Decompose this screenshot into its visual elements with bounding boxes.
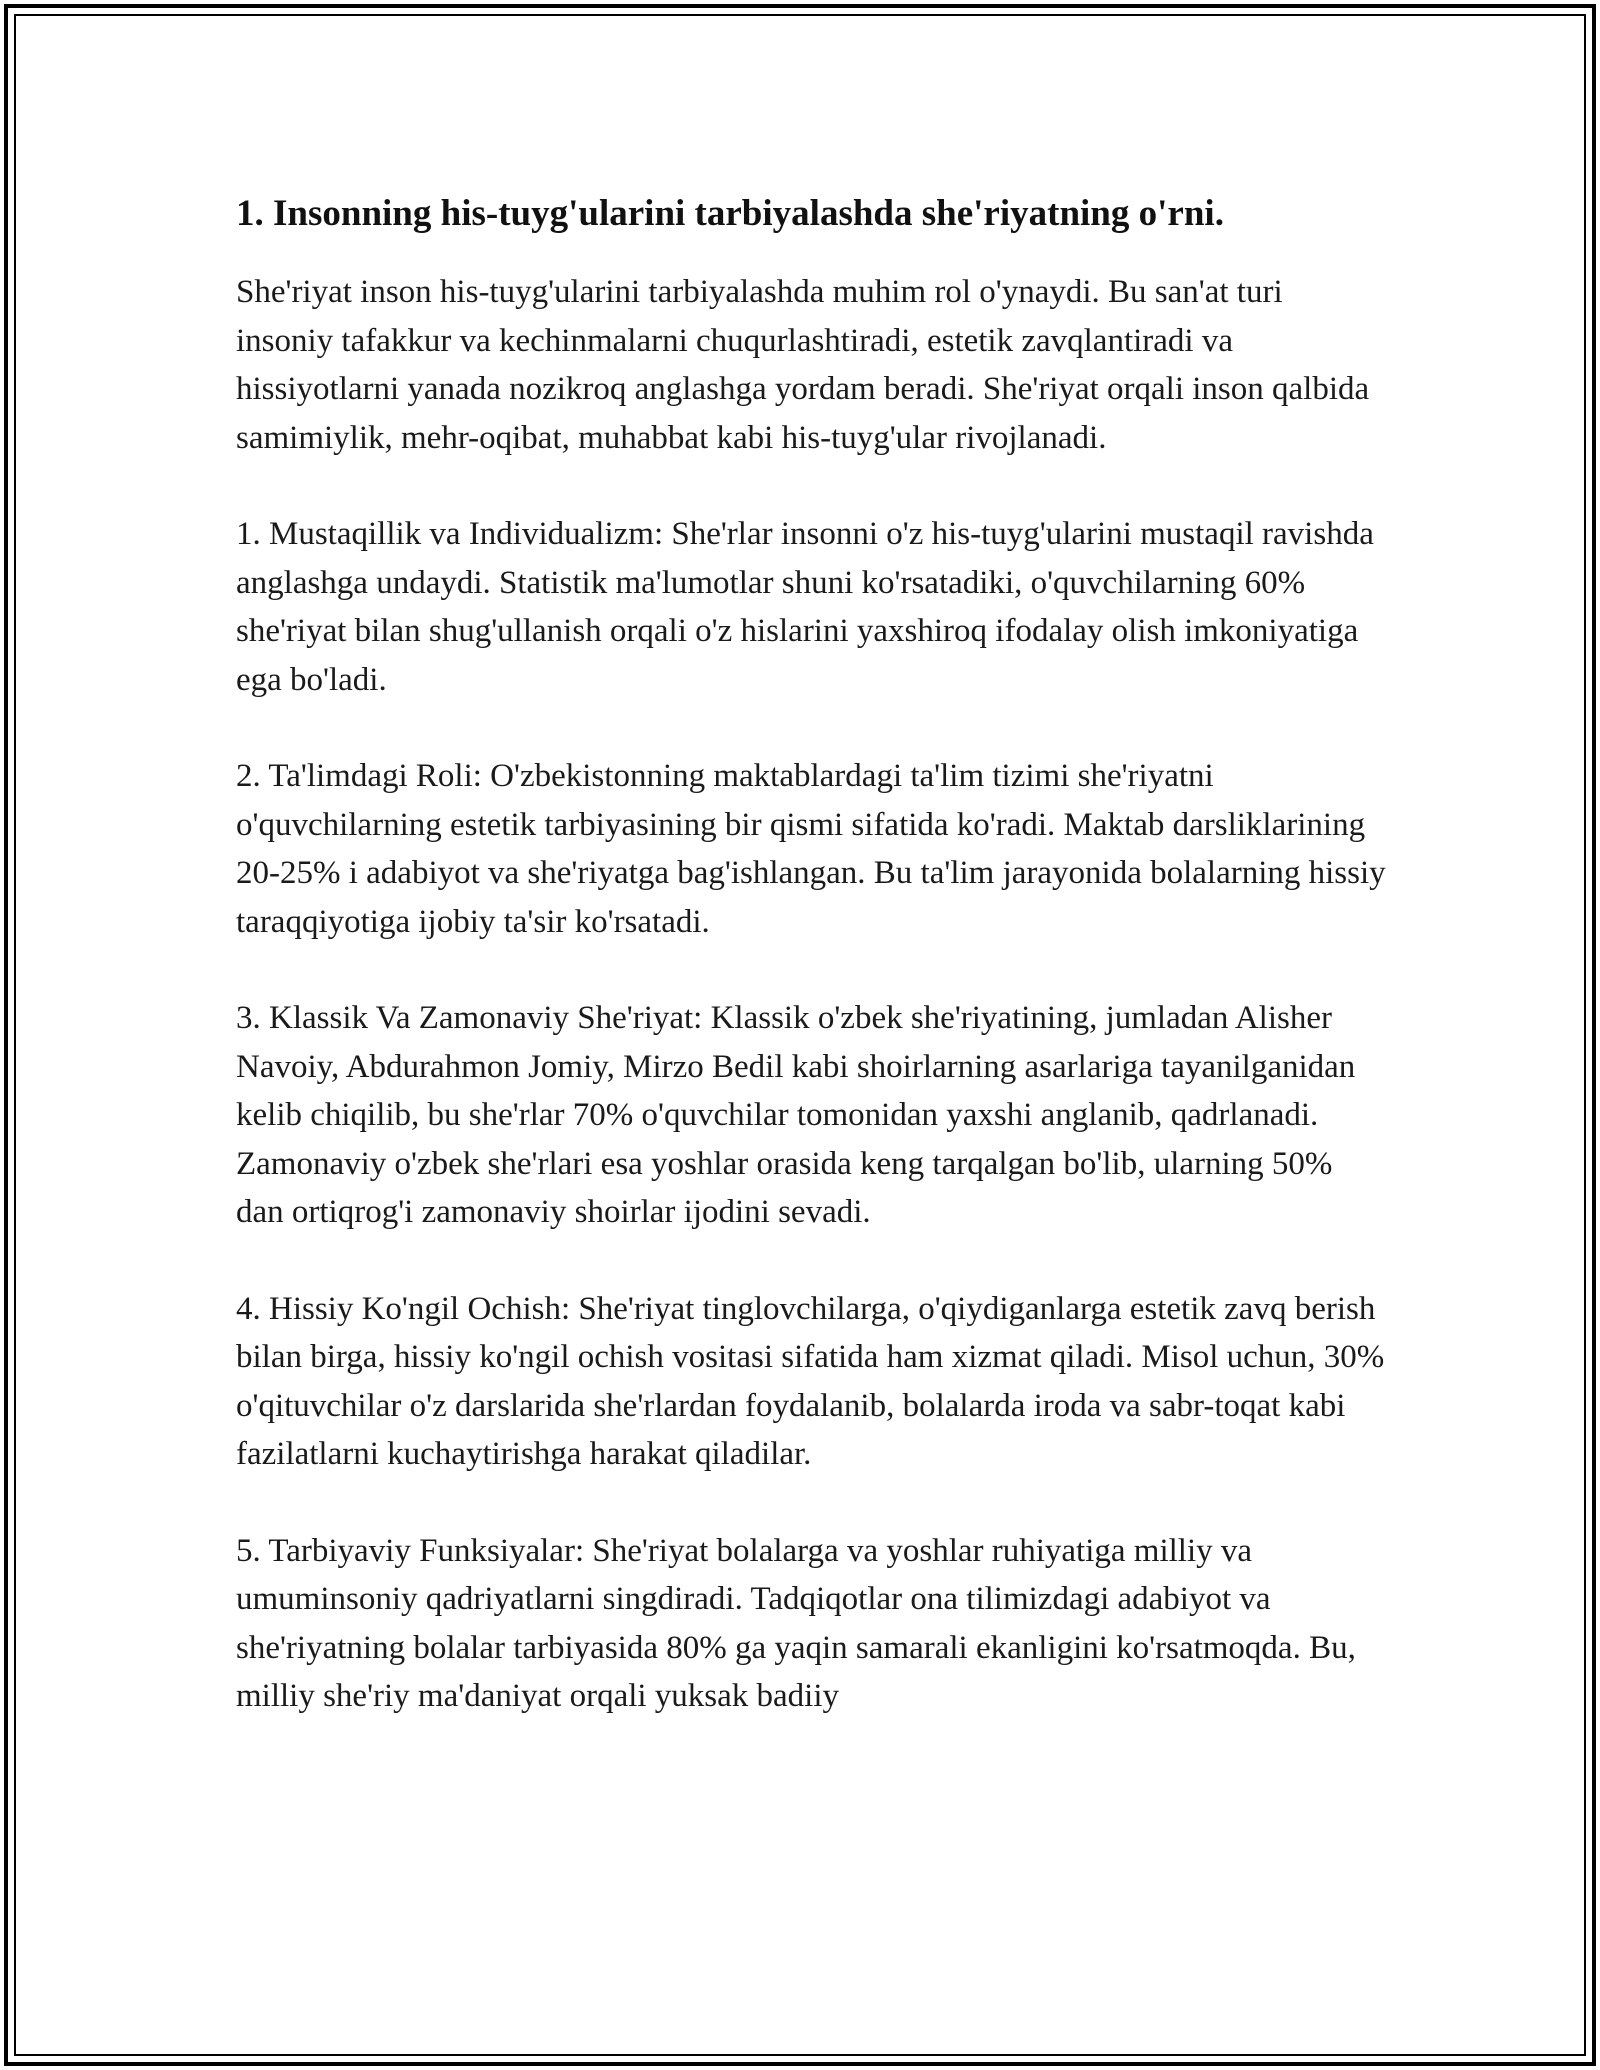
intro-paragraph: She'riyat inson his-tuyg'ularini tarbiyalashda muhim rol o'ynaydi. Bu san'at turi insoniy tafakkur va kechinmalarni chuqurlashtiradi, estetik zavqlantiradi va hissiyotlarni yanada nozikroq anglashga yordam beradi. She'riyat orqali inson qalbida samimiylik, mehr-oqibat, muhabbat kabi his-tuyg'ular rivojlanadi. [236,274,1370,456]
paragraph-talimdagi-roli: 2. Ta'limdagi Roli: O'zbekistonning maktablardagi ta'lim tizimi she'riyatni o'quvchilarning estetik tarbiyasining bir qismi sifatida ko'radi. Maktab darsliklarining 20-25% i adabiyot va she'riyatga bag'ishlangan. Bu ta'lim jarayonida bolalarning hissiy taraqqiyotiga ijobiy ta'sir ko'rsatadi. [236,758,1386,940]
paragraph-klassik-zamonaviy: 3. Klassik Va Zamonaviy She'riyat: Klassik o'zbek she'riyatining, jumladan Alisher Navoiy, Abdurahmon Jomiy, Mirzo Bedil kabi shoirlarning asarlariga tayanilganidan kelib chiqilib, bu she'rlar 70% o'quvchilar tomonidan yaxshi anglanib, qadrlanadi. Zamonaviy o'zbek she'rlari esa yoshlar orasida keng tarqalgan bo'lib, ularning 50% dan ortiqrog'i zamonaviy shoirlar ijodini sevadi. [236,1000,1356,1230]
paragraph-tarbiyaviy-funksiyalar: 5. Tarbiyaviy Funksiyalar: She'riyat bolalarga va yoshlar ruhiyatiga milliy va umuminsoniy qadriyatlarni singdiradi. Tadqiqotlar ona tilimizdagi adabiyot va she'riyatning bolalar tarbiyasida 80% ga yaqin samarali ekanligini ko'rsatmoqda. Bu, milliy she'riy ma'daniyat orqali yuksak badiiy [236,1532,1356,1714]
section-heading: 1. Insonning his-tuyg'ularini tarbiyalashda she'riyatning o'rni. [236,193,1224,234]
paragraph-mustaqillik: 1. Mustaqillik va Individualizm: She'rlar insonni o'z his-tuyg'ularini mustaqil ravishda anglashga undaydi. Statistik ma'lumotlar shuni ko'rsatadiki, o'quvchilarning 60% she'riyat bilan shug'ullanish orqali o'z hislarini yaxshiroq ifodalay olish imkoniyatiga ega bo'ladi. [236,516,1374,698]
paragraph-hissiy-kongil-ochish: 4. Hissiy Ko'ngil Ochish: She'riyat tinglovchilarga, o'qiydiganlarga estetik zavq berish bilan birga, hissiy ko'ngil ochish vositasi sifatida ham xizmat qiladi. Misol uchun, 30% o'qituvchilar o'z darslarida she'rlardan foydalanib, bolalarda iroda va sabr-toqat kabi fazilatlarni kuchaytirishga harakat qiladilar. [236,1290,1385,1472]
document-body [236,188,1386,1769]
